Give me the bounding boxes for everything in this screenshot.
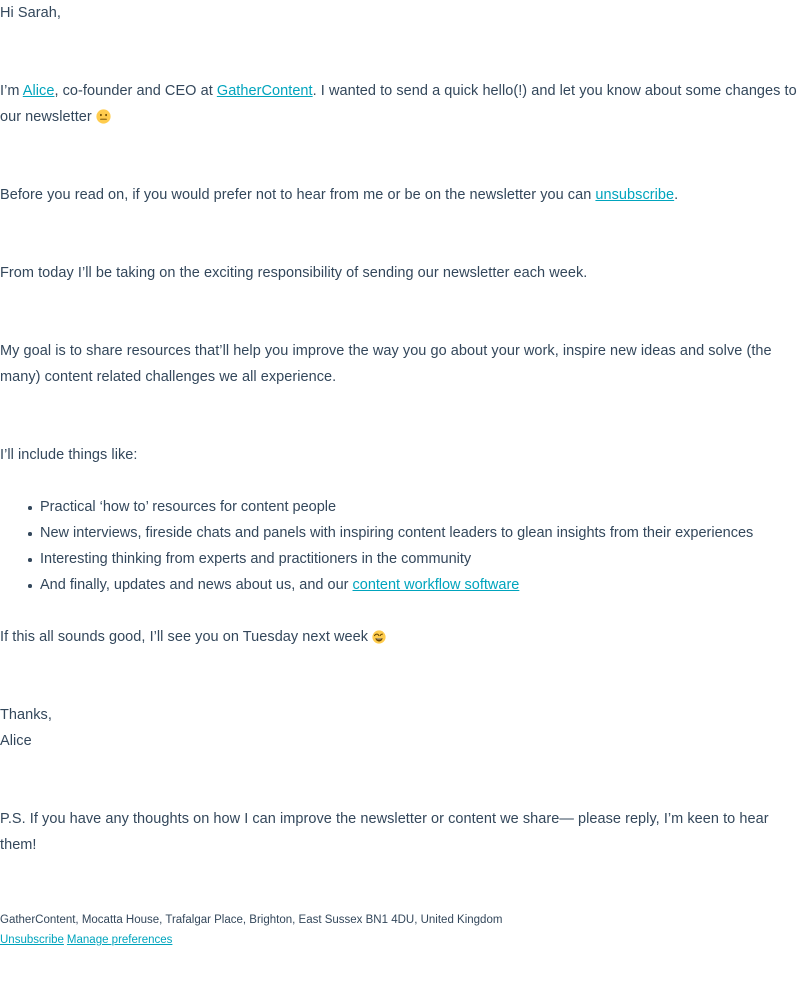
intro-text-after: . I wanted to send a quick hello(!) and let you know about some changes to our newsletter xyxy=(0,83,797,125)
content-workflow-software-link[interactable]: content workflow software xyxy=(352,577,520,593)
spacer xyxy=(0,208,800,234)
inclusions-list xyxy=(0,494,800,598)
spacer xyxy=(0,26,800,52)
footer-links xyxy=(0,930,800,950)
spacer xyxy=(0,390,800,416)
spacer xyxy=(0,52,800,78)
spacer xyxy=(0,156,800,182)
spacer xyxy=(0,754,800,780)
gathercontent-link[interactable]: GatherContent xyxy=(216,83,313,99)
intro-text-before: I’m xyxy=(0,83,23,99)
spacer xyxy=(0,416,800,442)
unsubscribe-text-before: Before you read on, if you would prefer not to hear from me or be on the newsletter you can xyxy=(0,187,596,203)
list-item xyxy=(28,520,800,546)
footer-address: GatherContent, Mocatta House, Trafalgar Place, Brighton, East Sussex BN1 4DU, United Kingdom xyxy=(0,914,503,926)
spacer xyxy=(0,676,800,702)
email-footer xyxy=(0,910,800,950)
intro-paragraph xyxy=(0,78,800,130)
sender-name-line: Alice xyxy=(0,733,32,749)
list-item-label: Interesting thinking from experts and practitioners in the community xyxy=(40,551,472,567)
spacer xyxy=(0,650,800,676)
list-item-label: New interviews, fireside chats and panels with inspiring content leaders to glean insights from their experiences xyxy=(40,525,754,541)
footer-manage-preferences-link[interactable]: Manage preferences xyxy=(66,934,173,946)
spacer xyxy=(0,858,800,884)
spacer xyxy=(0,468,800,494)
closing-paragraph xyxy=(0,624,800,650)
unsubscribe-paragraph xyxy=(0,182,800,208)
postscript-paragraph: P.S. If you have any thoughts on how I can improve the newsletter or content we share— please reply, I’m keen to hear them! xyxy=(0,811,769,853)
list-item-label: Practical ‘how to’ resources for content people xyxy=(40,499,337,515)
intro-text-between: , co-founder and CEO at xyxy=(54,83,217,99)
slightly-smiling-face-icon xyxy=(96,109,111,125)
footer-unsubscribe-link[interactable]: Unsubscribe xyxy=(0,934,64,946)
unsubscribe-text-after: . xyxy=(674,187,679,203)
spacer xyxy=(0,130,800,156)
list-item xyxy=(28,494,800,520)
list-item xyxy=(28,572,800,598)
spacer xyxy=(0,598,800,624)
unsubscribe-inline-link[interactable]: unsubscribe xyxy=(595,187,675,203)
closing-text: If this all sounds good, I’ll see you on Tuesday next week xyxy=(0,629,373,645)
sign-off-line: Thanks, xyxy=(0,707,52,723)
list-intro-paragraph: I’ll include things like: xyxy=(0,447,138,463)
spacer xyxy=(0,884,800,910)
spacer xyxy=(0,312,800,338)
spacer xyxy=(0,780,800,806)
smiling-face-with-smiling-eyes-icon xyxy=(372,629,386,645)
responsibility-paragraph: From today I’ll be taking on the exciting responsibility of sending our newsletter each week. xyxy=(0,265,588,281)
spacer xyxy=(0,234,800,260)
list-item-label: And finally, updates and news about us, and our xyxy=(40,577,353,593)
spacer xyxy=(0,286,800,312)
goal-paragraph: My goal is to share resources that’ll help you improve the way you go about your work, inspire new ideas and solve (the many) content related challenges we all experience. xyxy=(0,343,772,385)
list-item xyxy=(28,546,800,572)
alice-link[interactable]: Alice xyxy=(22,83,55,99)
greeting-line: Hi Sarah, xyxy=(0,5,61,21)
